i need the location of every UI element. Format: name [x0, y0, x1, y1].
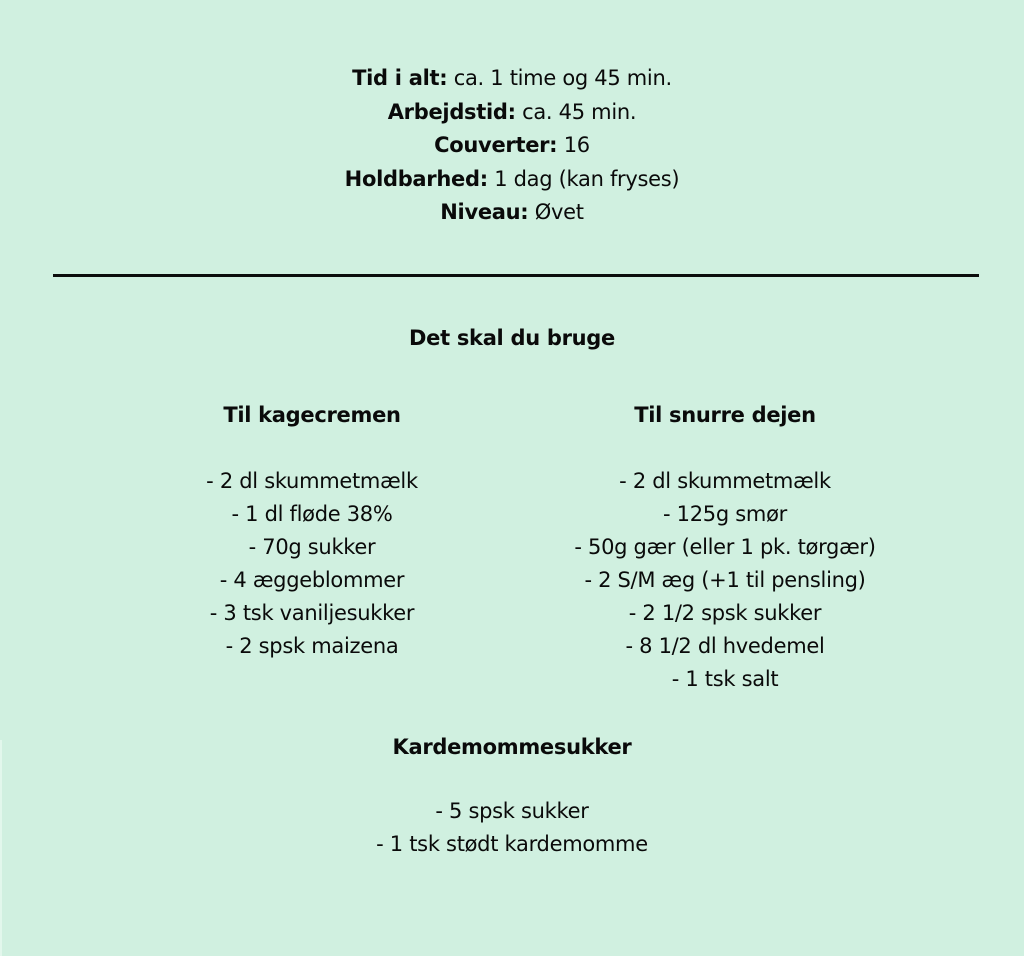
list-item: - 3 tsk vaniljesukker	[209, 601, 415, 625]
meta-label: Couverter:	[434, 133, 558, 157]
list-item: - 50g gær (eller 1 pk. tørgær)	[574, 535, 876, 559]
meta-label: Arbejdstid:	[387, 99, 516, 124]
meta-value: 16	[563, 133, 590, 157]
ingredient-list	[312, 795, 712, 861]
divider-line	[53, 274, 979, 277]
meta-value: 1 dag (kan fryses)	[494, 166, 680, 191]
list-item: - 2 S/M æg (+1 til pensling)	[584, 568, 866, 592]
list-item: - 70g sukker	[248, 535, 376, 559]
ingredients-title: Det skal du bruge	[409, 326, 615, 350]
list-item: - 1 dl fløde 38%	[231, 502, 393, 526]
list-item: - 2 dl skummetmælk	[619, 469, 831, 493]
group-title: Til kagecremen	[223, 403, 401, 427]
meta-label: Tid i alt:	[352, 66, 448, 90]
edge-strip	[0, 740, 2, 956]
group-title: Kardemommesukker	[392, 735, 632, 759]
list-item: - 2 spsk maizena	[225, 634, 399, 658]
meta-value: ca. 1 time og 45 min.	[453, 66, 672, 90]
meta-servings	[0, 129, 1024, 163]
meta-label: Holdbarhed:	[344, 166, 488, 191]
list-item: - 4 æggeblommer	[219, 568, 405, 592]
list-item: - 8 1/2 dl hvedemel	[625, 634, 825, 658]
list-item: - 125g smør	[663, 502, 787, 526]
meta-shelf-life	[0, 163, 1024, 197]
group-title: Til snurre dejen	[634, 403, 816, 427]
recipe-meta	[0, 62, 1024, 230]
ingredient-list	[162, 465, 462, 663]
list-item: - 1 tsk salt	[671, 667, 779, 691]
ingredient-group-custard	[162, 400, 462, 663]
meta-value: Øvet	[534, 200, 584, 224]
list-item: - 2 dl skummetmælk	[206, 469, 418, 493]
list-item: - 5 spsk sukker	[435, 799, 589, 823]
meta-value: ca. 45 min.	[522, 99, 637, 124]
list-item: - 2 1/2 spsk sukker	[628, 601, 822, 625]
ingredient-list	[545, 465, 905, 696]
meta-level	[0, 196, 1024, 230]
ingredient-group-dough	[545, 400, 905, 696]
meta-work-time	[0, 96, 1024, 130]
list-item: - 1 tsk stødt kardemomme	[376, 832, 648, 856]
ingredient-group-cardamom-sugar	[312, 732, 712, 861]
meta-label: Niveau:	[440, 200, 529, 224]
meta-total-time	[0, 62, 1024, 96]
